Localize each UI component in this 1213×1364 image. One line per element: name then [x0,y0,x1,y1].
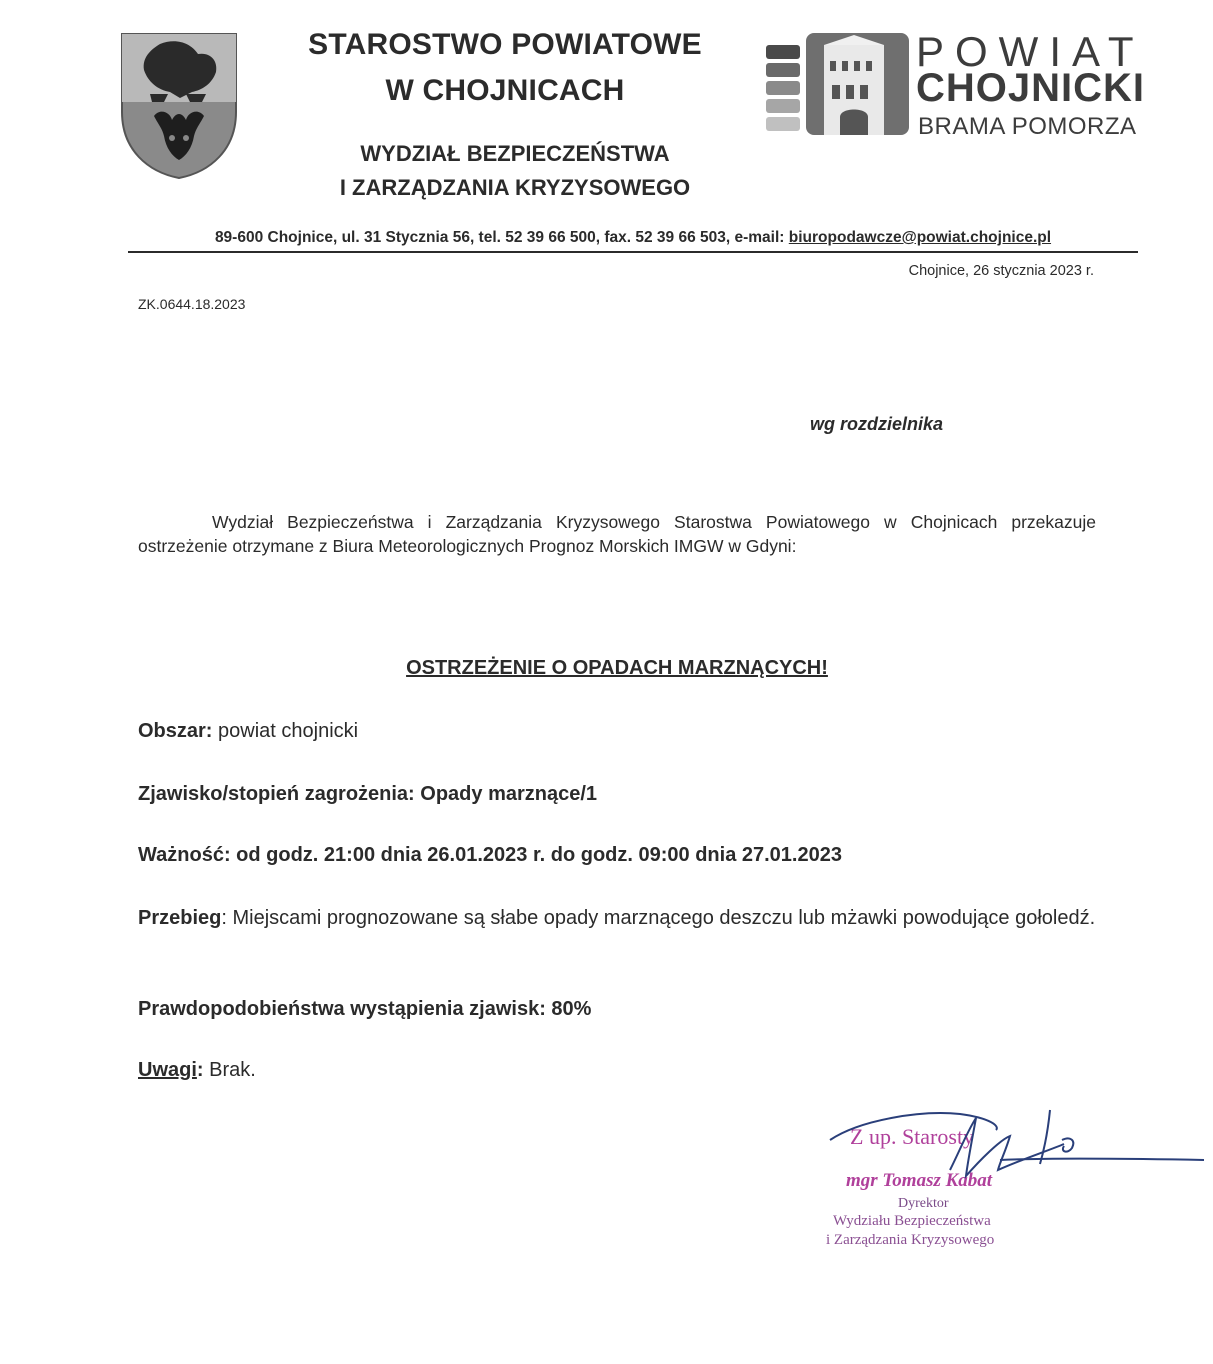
remarks-field [138,1055,1096,1085]
area-value: powiat chojnicki [212,720,359,742]
office-title-line2: W CHOJNICACH [385,74,625,107]
logo-tagline: BRAMA POMORZA [918,113,1137,140]
stamp-line-1: Z up. Starosty [850,1124,975,1149]
probability-label: Prawdopodobieństwa wystąpienia zjawisk: 80% [138,998,592,1020]
remarks-value: Brak. [203,1059,256,1081]
coat-of-arms-logo [120,32,238,180]
course-value: : Miejscami prognozowane są słabe opady marznącego deszczu lub mżawki powodujące gołoledź. [221,907,1096,929]
stamp-line-2: mgr Tomasz Kabat [846,1170,993,1191]
phenomenon-field [138,779,1096,809]
course-label: Przebieg [138,907,222,929]
phenomenon-label: Zjawisko/stopień zagrożenia: Opady marznące/1 [138,783,598,805]
logo-word-powiat: POWIAT [916,28,1145,75]
intro-paragraph: Wydział Bezpieczeństwa i Zarządzania Kryzysowego Starostwa Powiatowego w Chojnicach przekazuje ostrzeżenie otrzymane z Biura Meteorologicznych Prognoz Morskich IMGW w Gdyni: [138,512,1096,556]
recipient: wg rozdzielnika [810,414,944,434]
address-line [128,229,1138,247]
stamp-line-4: Wydziału Bezpieczeństwa [833,1213,991,1229]
remarks-label: Uwagi [138,1059,197,1081]
email-link[interactable]: biuropodawcze@powiat.chojnice.pl [788,229,1052,246]
document-date: Chojnice, 26 stycznia 2023 r. [908,263,1094,279]
address-text: 89-600 Chojnice, ul. 31 Stycznia 56, tel. 52 39 66 500, fax. 52 39 66 503, e-mail: [214,229,789,246]
area-label: Obszar: [138,720,213,742]
office-title-line1: STAROSTWO POWIATOWE [308,28,702,61]
probability-field [138,994,1096,1024]
course-field [138,903,1096,933]
reference-number: ZK.0644.18.2023 [138,296,246,312]
department-title-line2: I ZARZĄDZANIA KRYZYSOWEGO [339,175,691,200]
stamp-line-3: Dyrektor [898,1196,949,1211]
area-field [138,716,1096,746]
warning-title: OSTRZEŻENIE O OPADACH MARZNĄCYCH! [406,657,828,679]
logo-word-chojnicki: CHOJNICKI [916,66,1146,110]
validity-field [138,840,1096,870]
validity-value: : od godz. 21:00 dnia 26.01.2023 r. do godz. 09:00 dnia 27.01.2023 [223,844,842,866]
stamp-line-5: i Zarządzania Kryzysowego [826,1232,995,1248]
powiat-chojnicki-logo [766,31,911,137]
handwritten-signature [800,1100,1210,1260]
department-title-line1: WYDZIAŁ BEZPIECZEŃSTWA [360,141,670,166]
header-divider [128,251,1138,253]
validity-label: Ważność [138,844,224,866]
remarks-colon: : [196,1059,204,1081]
